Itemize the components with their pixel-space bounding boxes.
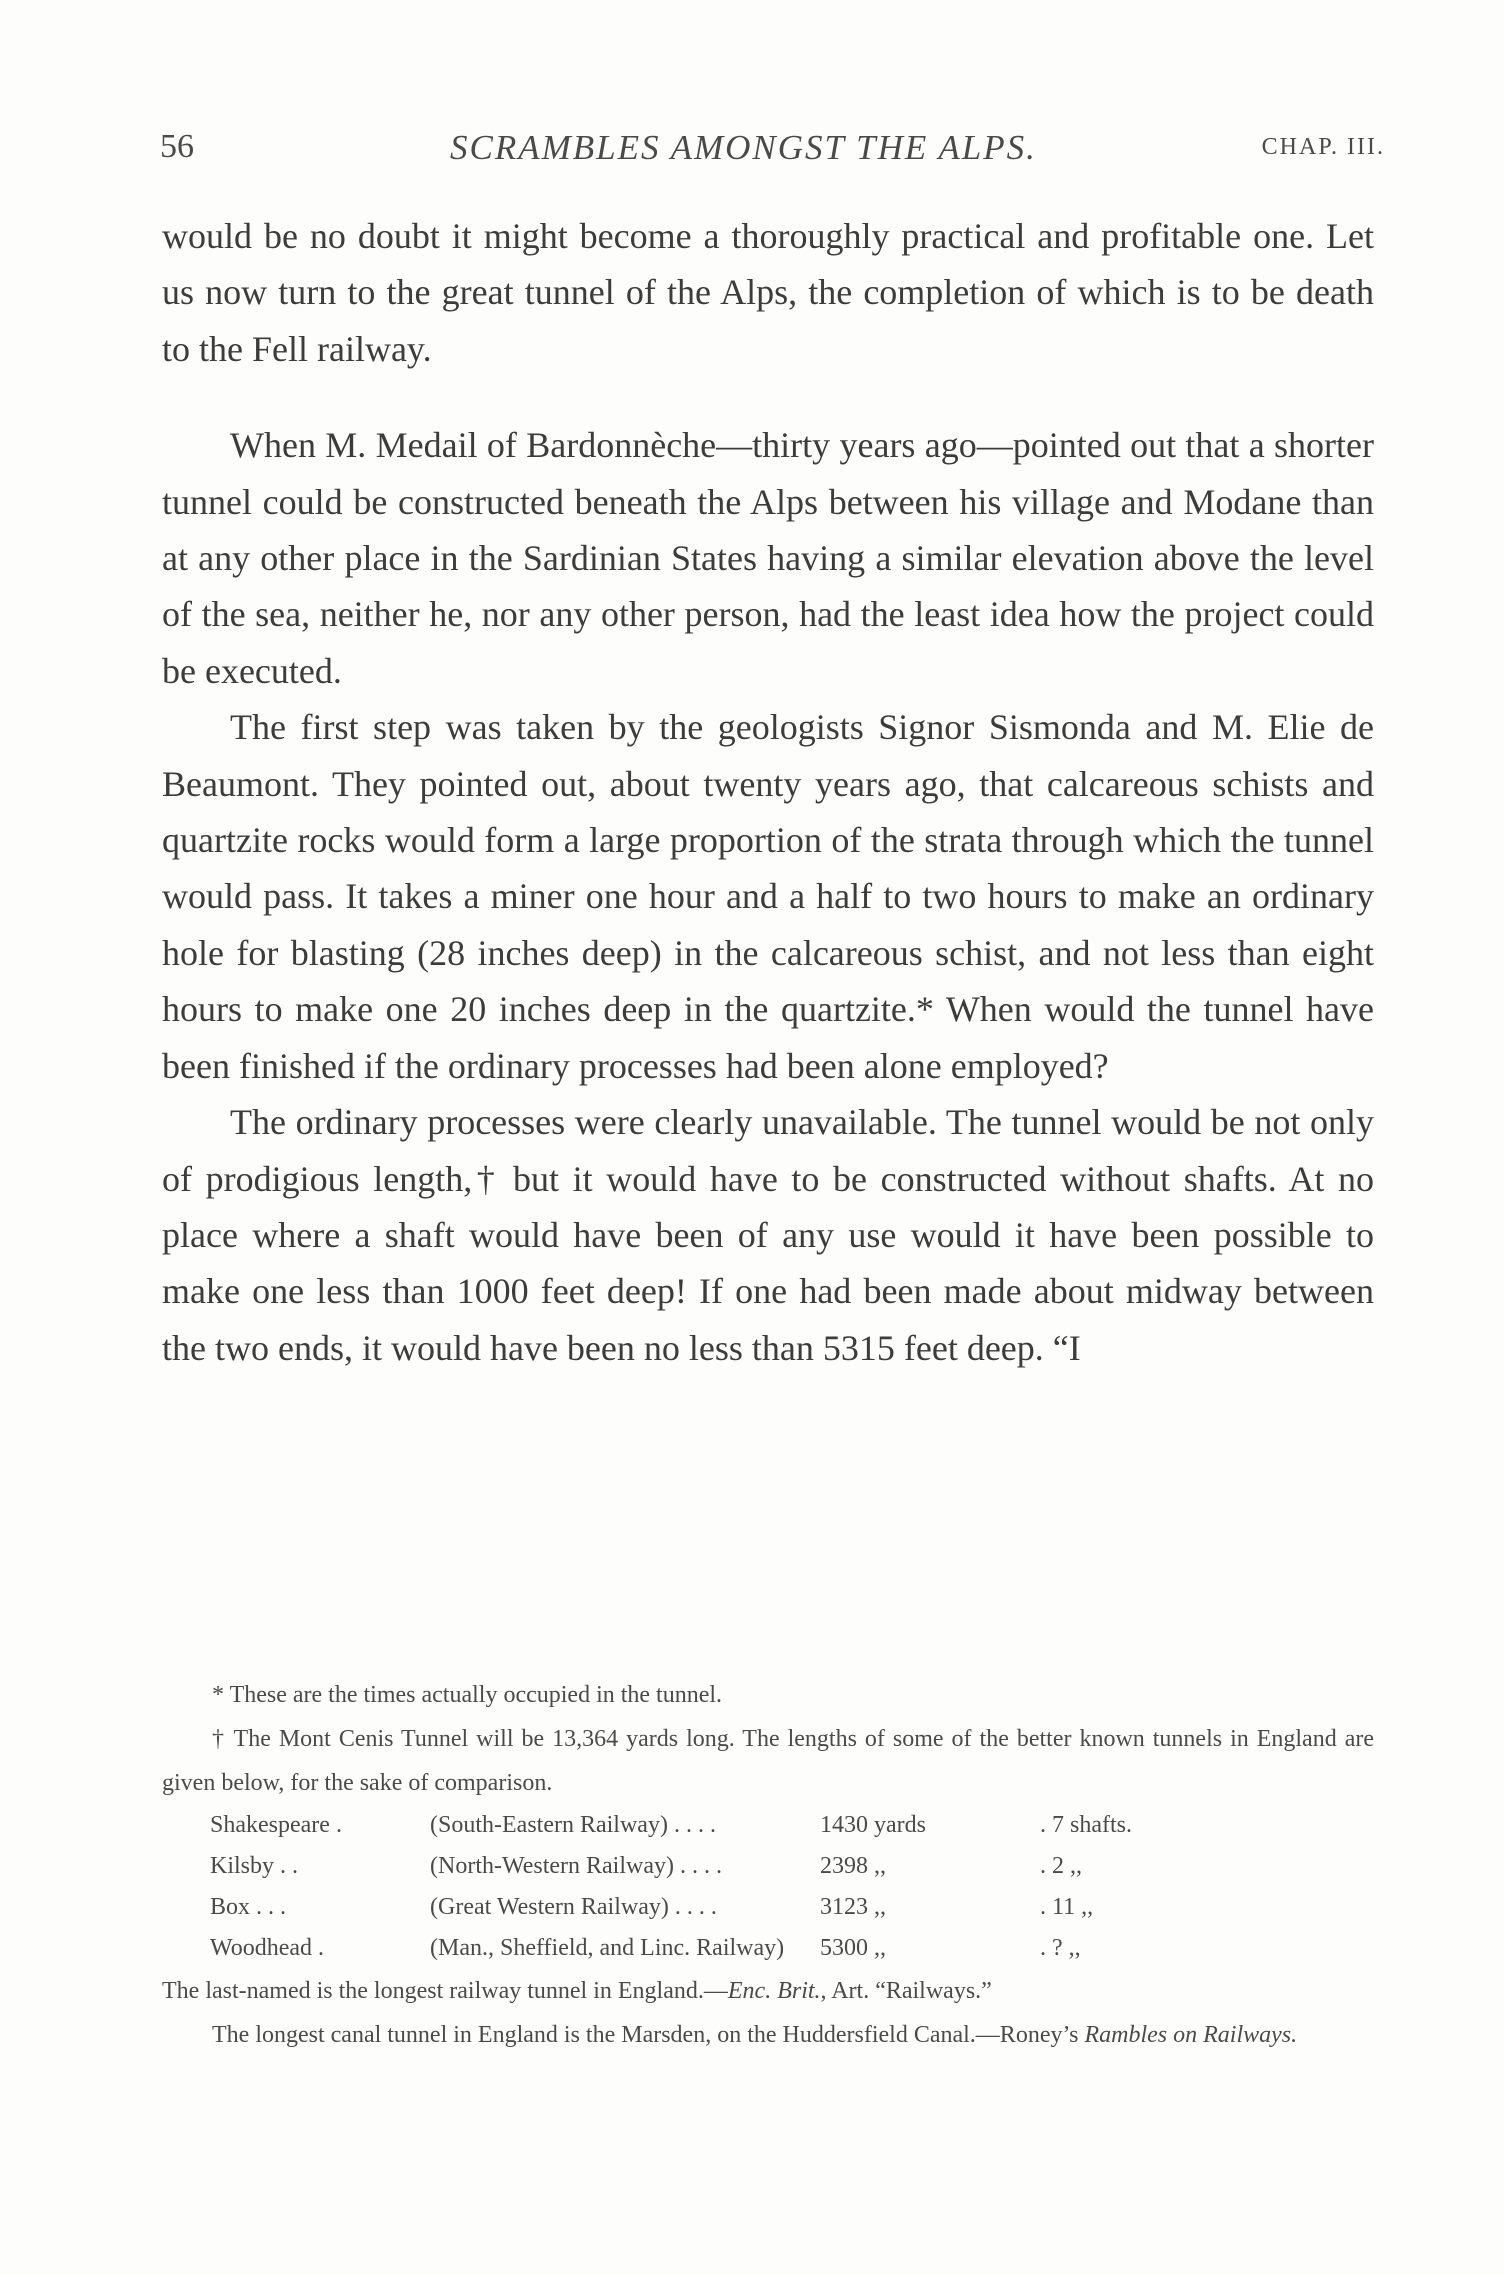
running-title: SCRAMBLES AMONGST THE ALPS. xyxy=(450,128,1037,167)
paragraph: would be no doubt it might become a thoroughly practical and profitable one. Let us now turn to the great tunnel of the Alps, the completion of which is to be death to the Fell railway. xyxy=(162,216,1374,369)
tunnel-length: 1430 yards xyxy=(820,1812,926,1838)
chapter-label: CHAP. III. xyxy=(1261,134,1385,160)
tunnel-length: 5300 ,, xyxy=(820,1935,886,1961)
tunnel-shafts: . 2 ,, xyxy=(1040,1853,1082,1879)
tunnel-railway: (Man., Sheffield, and Linc. Railway) xyxy=(430,1935,785,1961)
tunnel-length: 3123 ,, xyxy=(820,1894,886,1920)
citation: Rambles on Railways. xyxy=(1084,2022,1298,2048)
table-row xyxy=(210,1805,1132,1846)
paragraph: The ordinary processes were clearly unavailable. The tunnel would be not only of prodigious length,† but it would have to be constructed without shafts. At no place where a shaft would have been of any use would it have been possible to make one less than 1000 feet deep! If one had been made about midway between the two ends, it would have been no less than 5315 feet deep. “I xyxy=(162,1102,1374,1368)
tunnel-name: Kilsby . . xyxy=(210,1853,299,1879)
footnote: * These are the times actually occupied in the tunnel. xyxy=(212,1682,723,1708)
tunnel-railway: (South-Eastern Railway) . . . . xyxy=(430,1812,716,1838)
table-row xyxy=(210,1846,1132,1887)
tunnel-name: Woodhead . xyxy=(210,1935,325,1961)
footnote xyxy=(162,2013,1374,2057)
footnote-text: The last-named is the longest railway tunnel in England.— xyxy=(162,1978,728,2004)
tunnel-shafts: . 7 shafts. xyxy=(1040,1812,1132,1838)
tunnel-table xyxy=(210,1805,1132,1969)
table-row xyxy=(210,1887,1132,1928)
footnote-text: The longest canal tunnel in England is the Marsden, on the Huddersfield Canal.—Roney’s xyxy=(212,2022,1085,2048)
page-header xyxy=(150,128,1385,176)
tunnel-railway: (North-Western Railway) . . . . xyxy=(430,1853,722,1879)
tunnel-shafts: . ? ,, xyxy=(1040,1935,1081,1961)
citation: Enc. Brit. xyxy=(727,1978,821,2004)
tunnel-length: 2398 ,, xyxy=(820,1853,886,1879)
tunnel-railway: (Great Western Railway) . . . . xyxy=(430,1894,717,1920)
page-number: 56 xyxy=(160,128,194,165)
tunnel-shafts: . 11 ,, xyxy=(1040,1894,1094,1920)
footnote xyxy=(162,1969,1374,2013)
paragraph: When M. Medail of Bardonnèche—thirty years ago—pointed out that a shorter tunnel could be constructed beneath the Alps between his village and Modane than at any other place in the Sardinian States having a similar elevation above the level of the sea, neither he, nor any other person, had the least idea how the project could be executed. xyxy=(162,425,1374,691)
tunnel-name: Shakespeare . xyxy=(210,1812,342,1838)
footnotes xyxy=(162,1673,1374,2057)
table-row xyxy=(210,1928,1132,1969)
body-text xyxy=(162,208,1374,1376)
footnote: † The Mont Cenis Tunnel will be 13,364 yards long. The lengths of some of the better known tunnels in England are given below, for the sake of comparison. xyxy=(162,1726,1374,1796)
footnote-text: , Art. “Railways.” xyxy=(820,1978,992,2004)
paragraph: The first step was taken by the geologists Signor Sismonda and M. Elie de Beaumont. They pointed out, about twenty years ago, that calcareous schists and quartzite rocks would form a large proportion of the strata through which the tunnel would pass. It takes a miner one hour and a half to two hours to make an ordinary hole for blasting (28 inches deep) in the calcareous schist, and not less than eight hours to make one 20 inches deep in the quartzite.* When would the tunnel have been finished if the ordinary processes had been alone employed? xyxy=(162,707,1374,1086)
tunnel-name: Box . . . xyxy=(210,1894,287,1920)
